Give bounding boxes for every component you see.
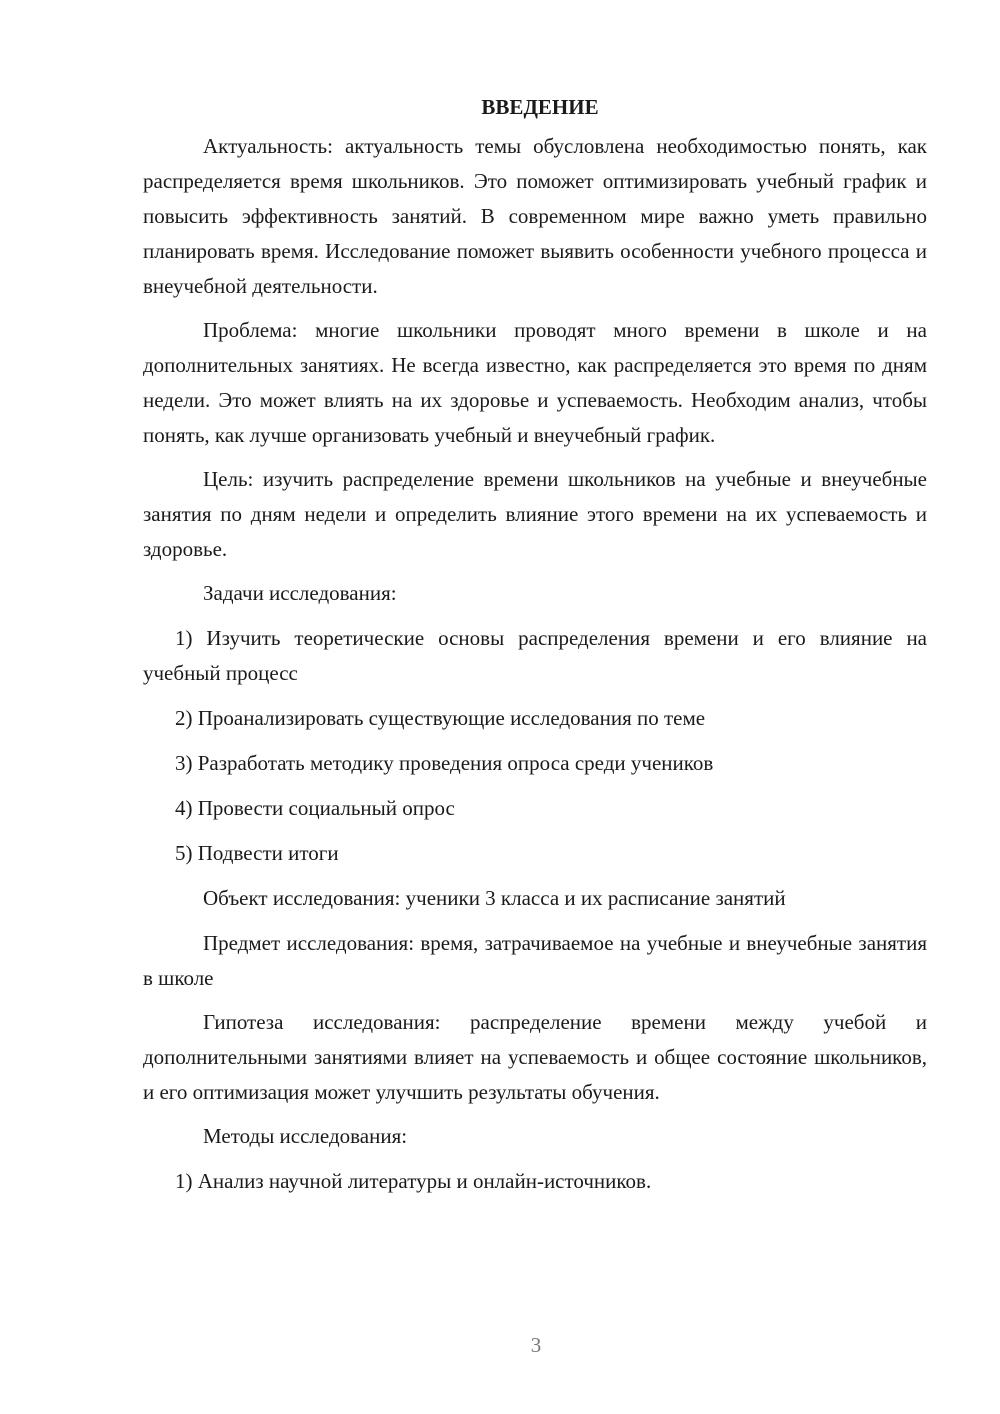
task-item-5: 5) Подвести итоги: [175, 841, 339, 865]
task-item-4: 4) Провести социальный опрос: [175, 796, 455, 820]
task-item-3: 3) Разработать методику проведения опроса среди учеников: [175, 751, 714, 775]
section-title: ВВЕДЕНИЕ: [481, 95, 599, 119]
subject-paragraph: Предмет исследования: время, затрачиваемое на учебные и внеучебные занятия в школе: [143, 931, 927, 990]
task-item-2: 2) Проанализировать существующие исследования по теме: [175, 706, 706, 730]
object-paragraph: Объект исследования: ученики 3 класса и их расписание занятий: [203, 886, 786, 910]
document-page: [143, 90, 927, 1209]
page-number: 3: [530, 1333, 542, 1357]
problem-paragraph: Проблема: многие школьники проводят много времени в школе и на дополнительных занятиях. Не всегда известно, как распределяется это время по дням недели. Это может влиять на их здоровье и успеваемость. Необходим анализ, чтобы понять, как лучше организовать учебный и внеучебный график.: [143, 318, 927, 447]
tasks-heading: Задачи исследования:: [203, 581, 397, 605]
goal-paragraph: Цель: изучить распределение времени школьников на учебные и внеучебные занятия по дням недели и определить влияние этого времени на их успеваемость и здоровье.: [143, 467, 927, 561]
task-item-1: 1) Изучить теоретические основы распределения времени и его влияние на учебный процесс: [143, 626, 927, 685]
method-item-1: 1) Анализ научной литературы и онлайн-источников.: [175, 1169, 652, 1193]
methods-heading: Методы исследования:: [203, 1124, 408, 1148]
relevance-paragraph: Актуальность: актуальность темы обусловлена необходимостью понять, как распределяется время школьников. Это поможет оптимизировать учебный график и повысить эффективность занятий. В современном мире важно уметь правильно планировать время. Исследование поможет выявить особенности учебного процесса и внеучебной деятельности.: [143, 134, 927, 298]
hypothesis-paragraph: Гипотеза исследования: распределение времени между учебой и дополнительными занятиями влияет на успеваемость и общее состояние школьников, и его оптимизация может улучшить результаты обучения.: [143, 1010, 927, 1104]
